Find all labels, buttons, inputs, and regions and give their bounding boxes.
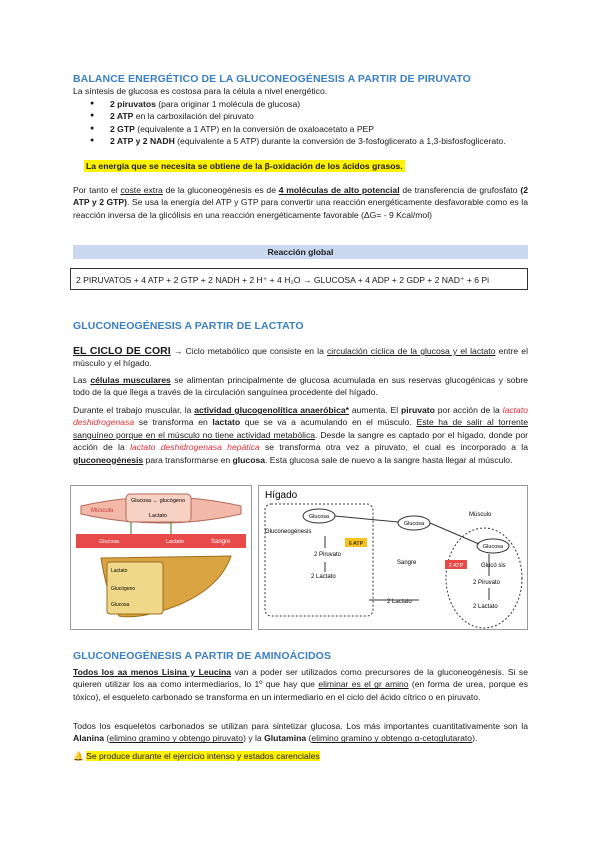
cori-schematic-svg bbox=[259, 486, 527, 629]
label-glycolysis: Glucó sis bbox=[481, 563, 506, 569]
cori-paragraph: EL CICLO DE CORI → Ciclo metabólico que consiste en la circulación cíclica de la glucosa y el lactato entre el músculo y el hígado. bbox=[73, 345, 528, 369]
label-glucose-liver: Glucosa bbox=[111, 602, 130, 608]
cori-schematic bbox=[258, 485, 528, 630]
label-6-atp: 6 ATP bbox=[348, 541, 364, 547]
label-lactate-blood: Lactato bbox=[166, 539, 185, 545]
highlight-note: La energía que se necesita se obtiene de la β-oxidación de los ácidos grasos. bbox=[86, 161, 403, 171]
label-pyruvate-muscle: 2 Piruvato bbox=[473, 580, 501, 586]
label-muscle: Músculo bbox=[91, 508, 114, 514]
cori-illustration-svg bbox=[71, 486, 251, 629]
label-2-atp: 2 ATP bbox=[448, 563, 464, 569]
bullet-item: ● 2 piruvatos (para originar 1 molécula de glucosa) bbox=[90, 98, 530, 110]
label-glycogen-liver: Glucógeno bbox=[111, 586, 136, 592]
amino-note: 🔔 Se produce durante el ejercicio intenso y estados carenciales bbox=[73, 751, 320, 761]
label-lactate-muscle: Lactato bbox=[148, 513, 168, 519]
label-lactate-blood: 2 Lactato bbox=[387, 599, 412, 605]
bell-icon: 🔔 bbox=[73, 751, 84, 761]
intro-text: La síntesis de glucosa es costosa para la célula a nivel energético. bbox=[73, 86, 328, 96]
muscle-work-paragraph: Durante el trabajo muscular, la actividad glucogenolítica anaeróbica* aumenta. El piruvato por acción de la lactato deshidrogenasa se transforma en lactato que se va a acumulando en el músculo. Este ha de salir al torrente sanguíneo porque en el músculo no tiene actividad metabólica. Desde la sangre es captado por el hígado, donde por acción de la lactato deshidrogenasa hepática se transforma otra vez a piruvato, el cual es incorporado a la gluconeogénesis para transformarse en glucosa. Esta glucosa sale de nuevo a la sangre hasta llegar al músculo. bbox=[73, 405, 528, 465]
amino-paragraph-2: Todos los esqueletos carbonados se utilizan para sintetizar glucosa. Los más importantes cuantitativamente son la Alanina (elimino gramino y obtengo piruvato) y la Glutamina (elimino gramino y obtengo α-cetoglutarato). bbox=[73, 721, 528, 744]
label-gluconeogenesis: Gluconeogénesis bbox=[265, 529, 312, 535]
muscle-cells-paragraph: Las células musculares se alimentan principalmente de glucosa acumulada en sus reservas glucogénicas y sobre todo de la que llega a través de la circulación sanguínea procedente del hígado. bbox=[73, 375, 528, 398]
label-glucose-blood: Glucosa bbox=[99, 539, 120, 545]
bullet-item: ● 2 GTP (equivalente a 1 ATP) en la conversión de oxaloacetato a PEP bbox=[90, 123, 530, 135]
section-title-balance: BALANCE ENERGÉTICO DE LA GLUCONEOGÉNESIS A PARTIR DE PIRUVATO bbox=[73, 73, 471, 85]
label-glucose-glycogen: Glucosa ← glucógeno bbox=[130, 498, 186, 504]
label-glucose-liver: Glucosa bbox=[308, 514, 330, 520]
cori-illustration bbox=[70, 485, 252, 630]
global-reaction-header: Reacción global bbox=[73, 245, 528, 259]
cost-paragraph: Por tanto el coste extra de la gluconeogénesis es de 4 moléculas de alto potencial de transferencia de grufosfato (2 ATP y 2 GTP). Se usa la energía del ATP y GTP para convertir una reacción energéticamente desfavorable como es la reacción inversa de la glicólisis en una reacción energéticamente favorable (ΔG= - 9 Kcal/mol) bbox=[73, 185, 528, 220]
label-liver: Hígado bbox=[265, 490, 298, 501]
bullet-item: ● 2 ATP y 2 NADH (equivalente a 5 ATP) durante la conversión de 3-fosfoglicerato a 1,3-bisfosfoglicerato. bbox=[90, 135, 530, 147]
amino-paragraph-1: Todos los aa menos Lisina y Leucina van a poder ser utilizados como precursores de la gluconeogénesis. Si se quieren utilizar los aa como intermediarios, lo 1º que hay que eliminar es el gr amino (en forma de urea, porque es tóxico), el esqueleto carbonado se transforma en un intermediario en el ciclo del ácido cítrico o en piruvato. bbox=[73, 667, 528, 702]
global-reaction-box: 2 PIRUVATOS + 4 ATP + 2 GTP + 2 NADH + 2 H⁺ + 4 H₂O → GLUCOSA + 4 ADP + 2 GDP + 2 NAD⁺ + 6 Pi bbox=[70, 268, 528, 290]
section-title-amino: GLUCONEOGÉNESIS A PARTIR DE AMINOÁCIDOS bbox=[73, 650, 332, 662]
label-liver: Hígado bbox=[109, 620, 129, 626]
label-blood: Sangre bbox=[397, 560, 417, 566]
energy-bullet-list bbox=[90, 98, 530, 148]
bullet-item: ● 2 ATP en la carboxilación del piruvato bbox=[90, 110, 530, 122]
label-lactate-liver: Lactato bbox=[111, 568, 128, 574]
label-blood: Sangre bbox=[211, 539, 231, 545]
label-glucose-blood: Glucosa bbox=[403, 521, 425, 527]
label-glucose-muscle: Glucosa bbox=[482, 544, 504, 550]
label-lactate-muscle: 2 Lactato bbox=[473, 604, 498, 610]
label-muscle: Músculo bbox=[469, 512, 492, 518]
label-2-pyruvate: 2 Piruvato bbox=[314, 552, 342, 558]
label-2-lactate: 2 Lactato bbox=[311, 574, 336, 580]
section-title-lactate: GLUCONEOGÉNESIS A PARTIR DE LACTATO bbox=[73, 320, 304, 332]
